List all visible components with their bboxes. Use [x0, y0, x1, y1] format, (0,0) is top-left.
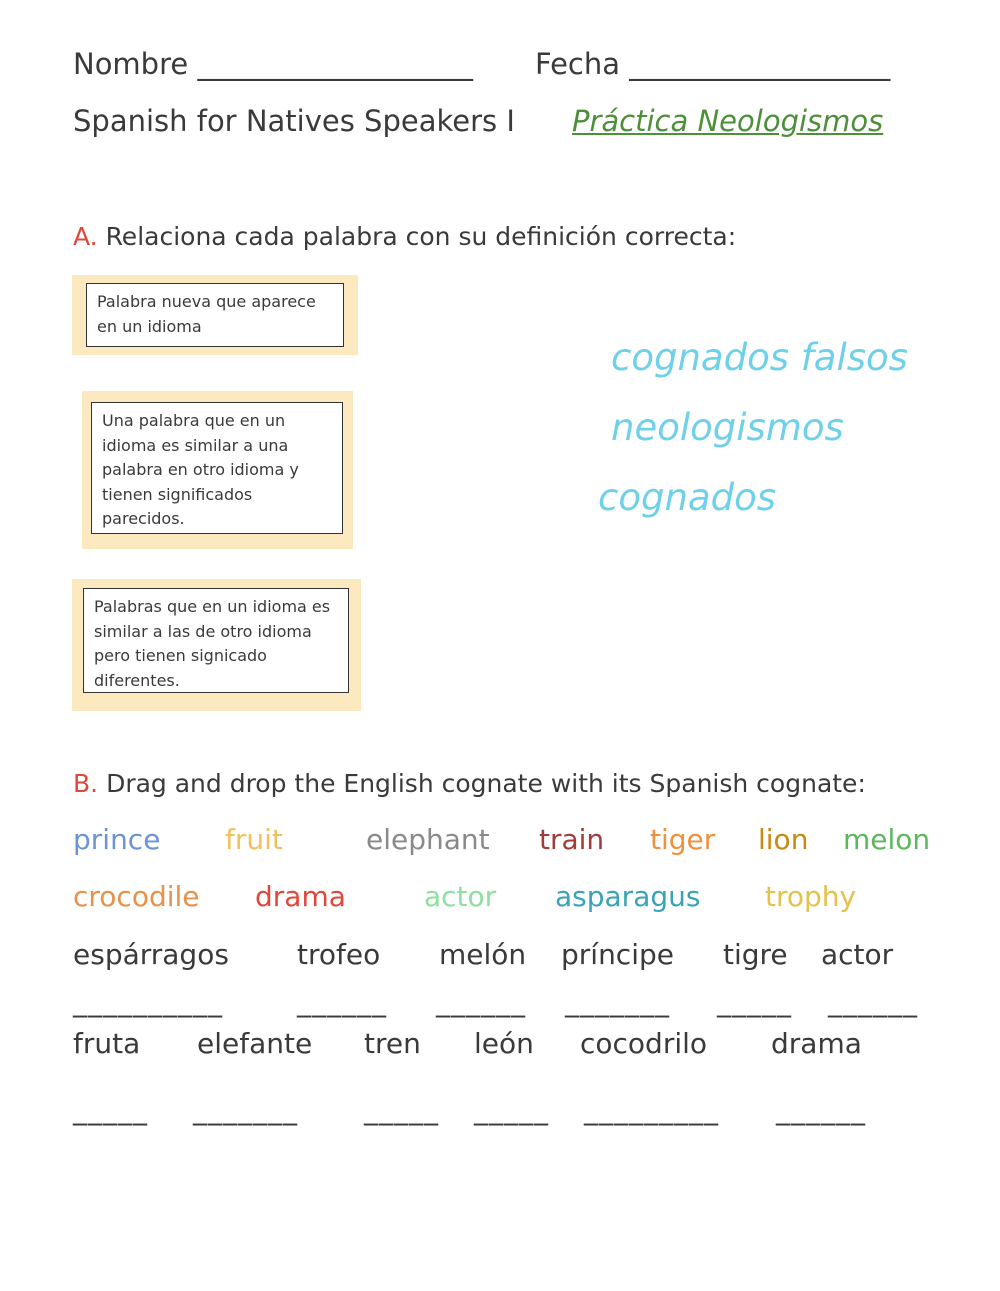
drag-word-train[interactable]: train: [539, 823, 605, 856]
spanish-word-fruta: fruta: [73, 1027, 141, 1060]
nombre-field: Nombre ___________________: [73, 47, 473, 81]
drop-target-drama[interactable]: ______: [776, 1093, 866, 1126]
spanish-word-trofeo: trofeo: [297, 938, 381, 971]
drag-word-prince[interactable]: prince: [73, 823, 161, 856]
spanish-word-esparragos: espárragos: [73, 938, 229, 971]
drag-word-drama[interactable]: drama: [255, 880, 346, 913]
course-name: Spanish for Natives Speakers I: [73, 104, 515, 138]
fecha-field: Fecha __________________: [535, 47, 891, 81]
section-a-letter: A.: [73, 222, 98, 251]
drag-word-trophy[interactable]: trophy: [765, 880, 857, 913]
drop-target-fruta[interactable]: _____: [73, 1093, 148, 1126]
spanish-word-elefante: elefante: [197, 1027, 313, 1060]
section-a-heading: [73, 222, 736, 251]
drop-target-esparragos[interactable]: __________: [73, 985, 223, 1018]
spanish-word-melon: melón: [439, 938, 527, 971]
definition-text-2: Una palabra que en un idioma es similar a una palabra en otro idioma y tienen significados parecidos.: [91, 402, 343, 534]
answer-cognados[interactable]: cognados: [598, 476, 776, 519]
section-b-letter: B.: [73, 769, 99, 798]
spanish-word-actor: actor: [821, 938, 894, 971]
drop-target-melon[interactable]: ______: [436, 985, 526, 1018]
section-b-heading: [73, 769, 866, 798]
drag-word-asparagus[interactable]: asparagus: [555, 880, 701, 913]
definition-text-1: Palabra nueva que aparece en un idioma: [86, 283, 344, 347]
definition-text-3: Palabras que en un idioma es similar a las de otro idioma pero tienen signicado diferentes.: [83, 588, 349, 693]
drop-target-principe[interactable]: _______: [565, 985, 670, 1018]
drop-target-leon[interactable]: _____: [474, 1093, 549, 1126]
definition-card-2[interactable]: [82, 391, 353, 549]
drop-target-tren[interactable]: _____: [364, 1093, 439, 1126]
drag-word-elephant[interactable]: elephant: [366, 823, 490, 856]
page-title: Práctica Neologismos: [572, 104, 884, 138]
spanish-word-drama: drama: [771, 1027, 862, 1060]
spanish-word-tigre: tigre: [723, 938, 788, 971]
answer-cognados-falsos[interactable]: cognados falsos: [611, 336, 908, 379]
drop-target-cocodrilo[interactable]: _________: [584, 1093, 719, 1126]
drag-word-lion[interactable]: lion: [758, 823, 809, 856]
drag-word-melon[interactable]: melon: [843, 823, 931, 856]
drop-target-elefante[interactable]: _______: [193, 1093, 298, 1126]
answer-neologismos[interactable]: neologismos: [611, 406, 844, 449]
section-a-instruction: Relaciona cada palabra con su definición correcta:: [105, 222, 737, 251]
drop-target-actor[interactable]: ______: [828, 985, 918, 1018]
definition-card-1[interactable]: [72, 275, 358, 355]
spanish-word-tren: tren: [364, 1027, 421, 1060]
definition-card-3[interactable]: [72, 579, 361, 711]
drop-target-tigre[interactable]: _____: [717, 985, 792, 1018]
spanish-word-leon: león: [474, 1027, 534, 1060]
spanish-word-cocodrilo: cocodrilo: [580, 1027, 708, 1060]
drag-word-actor[interactable]: actor: [424, 880, 497, 913]
spanish-word-principe: príncipe: [561, 938, 674, 971]
drag-word-tiger[interactable]: tiger: [650, 823, 716, 856]
drag-word-fruit[interactable]: fruit: [225, 823, 283, 856]
drag-word-crocodile[interactable]: crocodile: [73, 880, 200, 913]
drop-target-trofeo[interactable]: ______: [297, 985, 387, 1018]
section-b-instruction: Drag and drop the English cognate with its Spanish cognate:: [106, 769, 866, 798]
